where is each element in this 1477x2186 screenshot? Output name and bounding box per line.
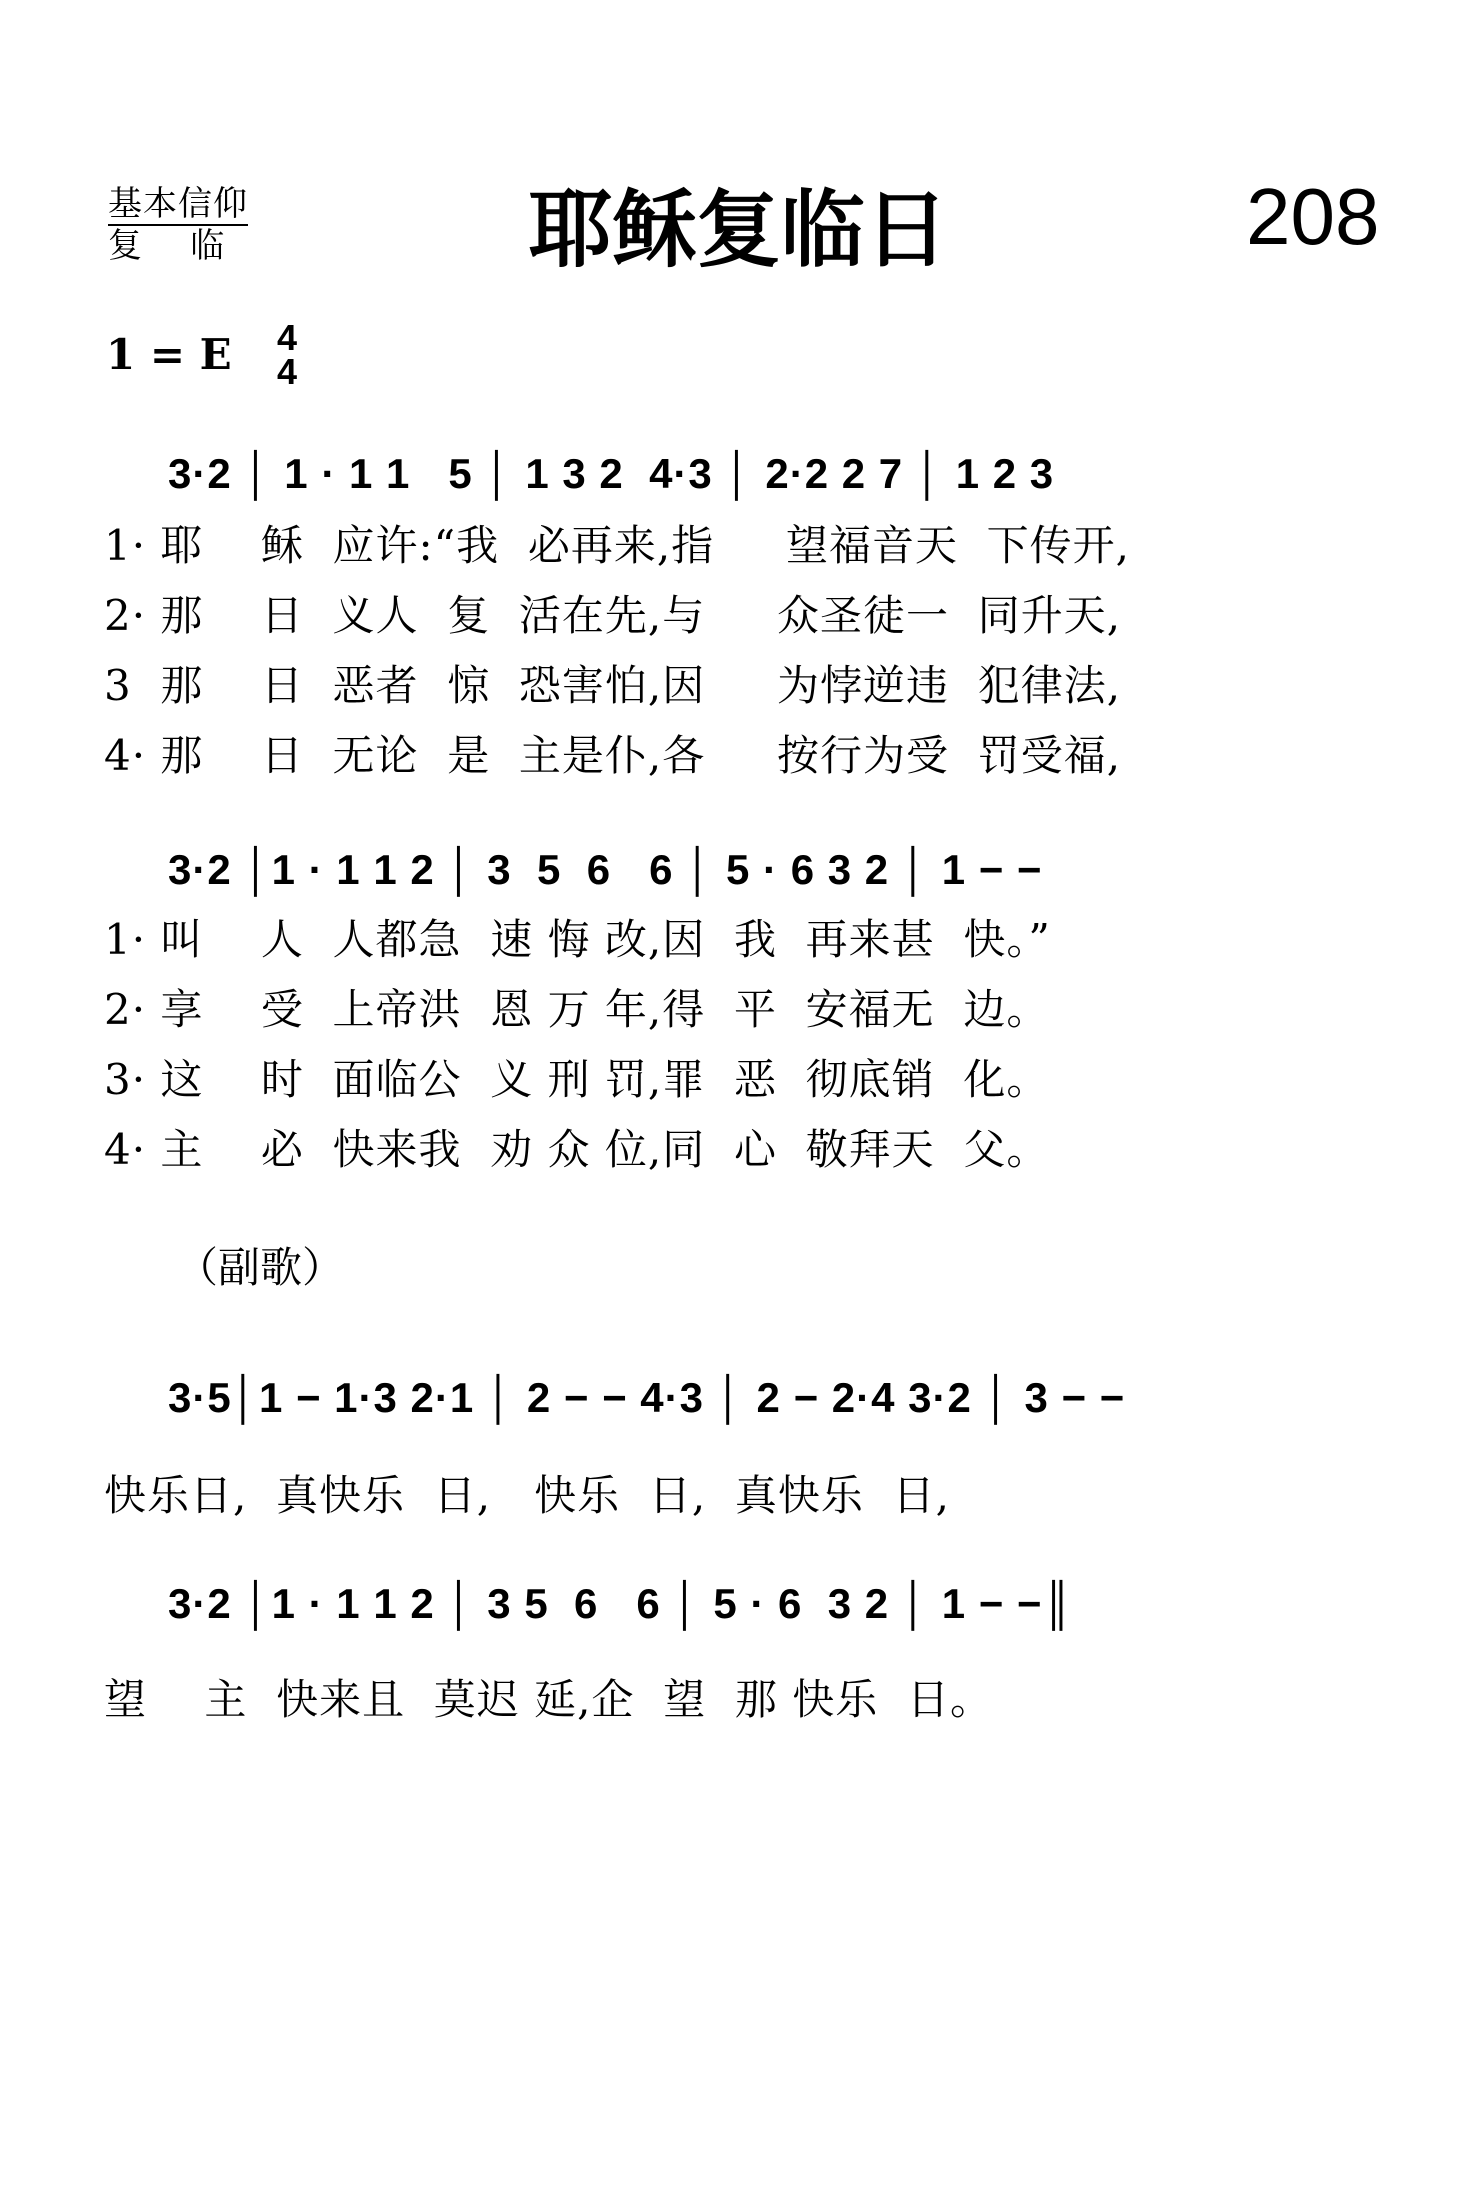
lyric-line: 3 那 日 恶者 惊 恐害怕,因 为悖逆违 犯律法, [104, 661, 1122, 710]
time-signature-top: 4 [276, 317, 298, 358]
key-signature: 1 = E [106, 330, 232, 379]
category-label: 基本信仰 [108, 184, 248, 224]
notation-line: 3·2 │ 1 · 1 1 5 │ 1 3 2 4·3 │ 2·2 2 7 │ 1 2 3 [168, 450, 1055, 497]
lyric-line: 3· 这 时 面临公 义 刑 罚,罪 恶 彻底销 化。 [104, 1055, 1050, 1104]
lyric-line: 1· 叫 人 人都急 速 悔 改,因 我 再来甚 快。” [104, 915, 1051, 964]
lyric-line: 4· 主 必 快来我 劝 众 位,同 心 敬拜天 父。 [104, 1125, 1050, 1174]
time-signature-bottom: 4 [276, 351, 298, 392]
lyric-line: 1· 耶 稣 应许:“我 必再来,指 望福音天 下传开, [104, 521, 1131, 570]
notation-line: 3·5│1 − 1·3 2·1 │ 2 − − 4·3 │ 2 − 2·4 3·2 │ 3 − − [168, 1374, 1126, 1421]
lyric-line: 2· 那 日 义人 复 活在先,与 众圣徒一 同升天, [104, 591, 1122, 640]
refrain-label: （副歌） [176, 1243, 345, 1292]
notation-line: 3·2 │1 · 1 1 2 │ 3 5 6 6 │ 5 · 6 3 2 │ 1 − −║ [168, 1580, 1074, 1627]
lyric-line: 快乐日, 真快乐 日, 快乐 日, 真快乐 日, [104, 1471, 950, 1520]
notation-line: 3·2 │1 · 1 1 2 │ 3 5 6 6 │ 5 · 6 3 2 │ 1 − − [168, 846, 1043, 893]
lyric-line: 2· 享 受 上帝洪 恩 万 年,得 平 安福无 边。 [104, 985, 1050, 1034]
subcategory-label: 复 临 [108, 226, 226, 266]
hymn-number: 208 [1246, 172, 1380, 261]
lyric-line: 4· 那 日 无论 是 主是仆,各 按行为受 罚受福, [104, 731, 1122, 780]
lyric-line: 望 主 快来且 莫迟 延,企 望 那 快乐 日。 [104, 1675, 993, 1724]
hymn-title: 耶稣复临日 [528, 181, 949, 279]
